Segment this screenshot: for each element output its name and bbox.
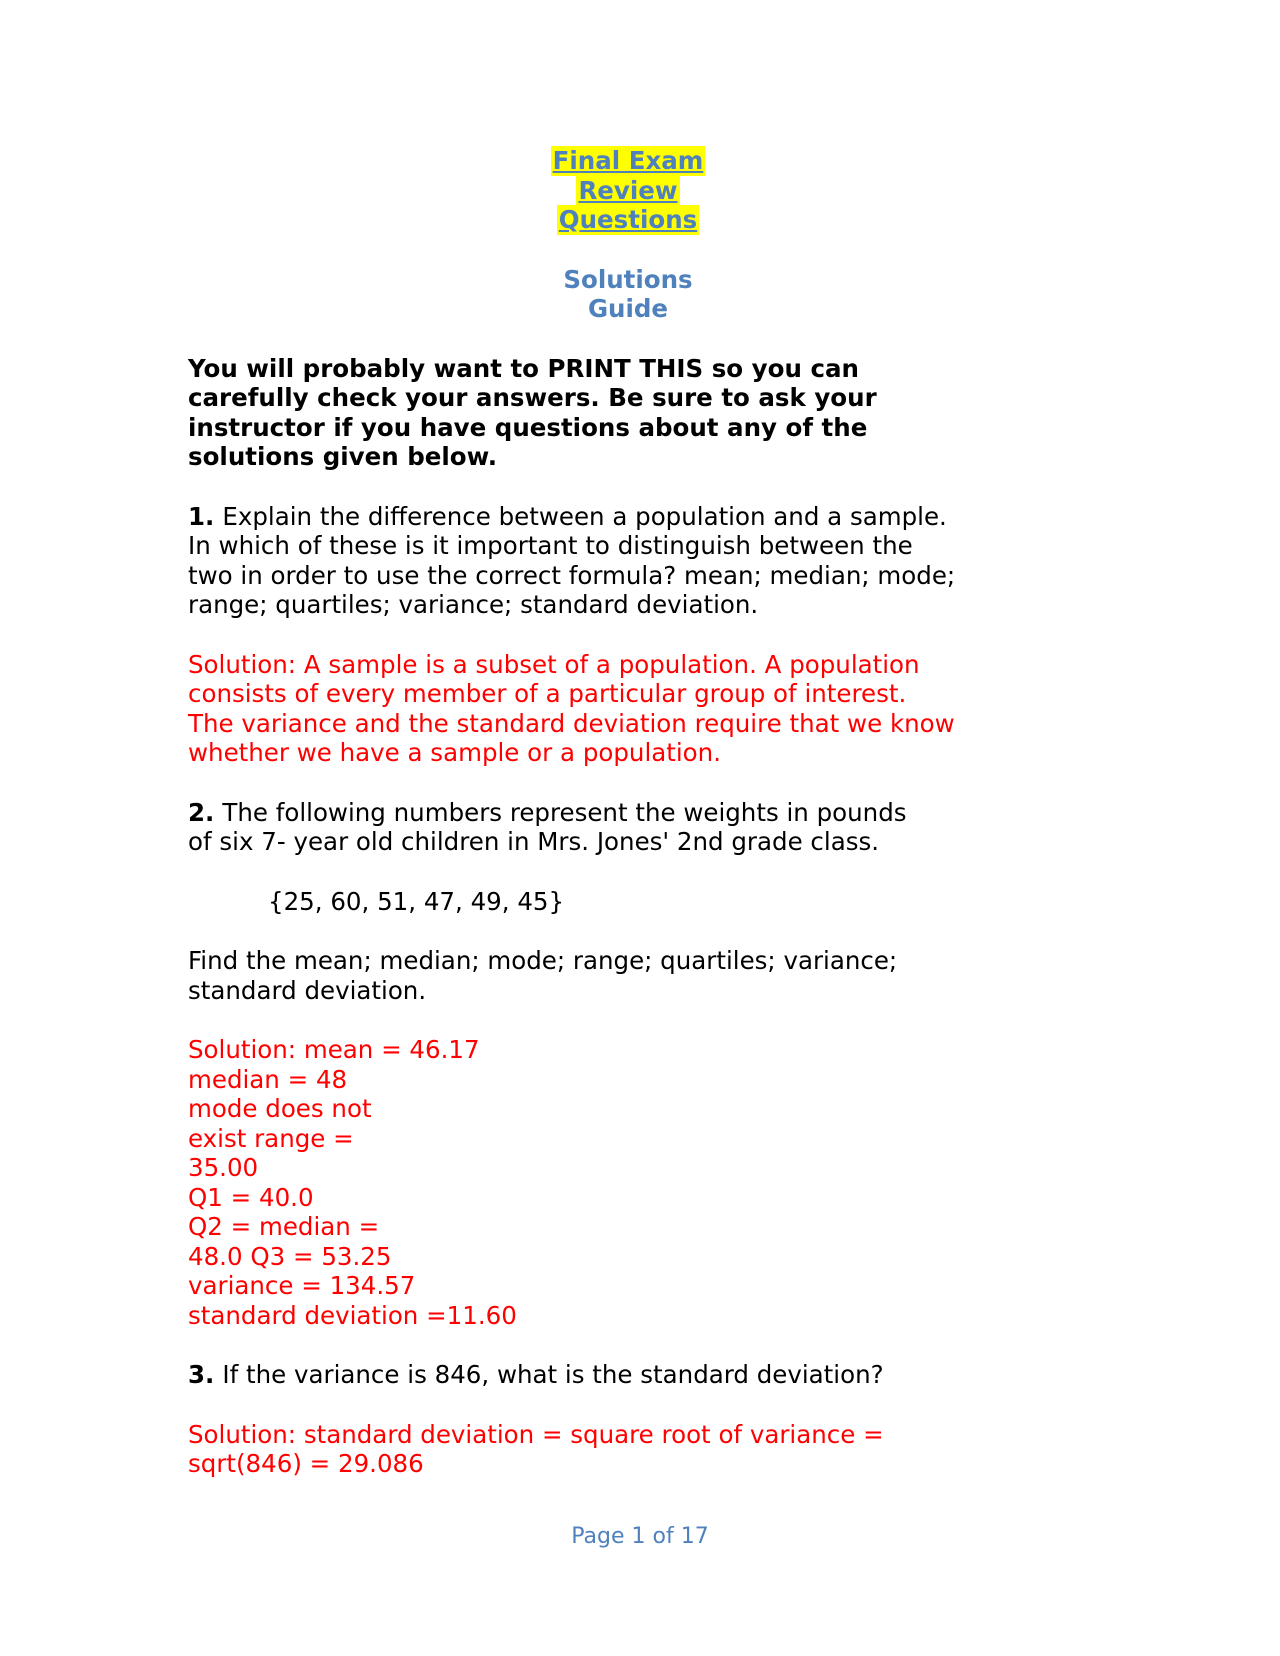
question-2-line bbox=[188, 798, 1068, 828]
question-text: The following numbers represent the weights in pounds bbox=[222, 797, 907, 827]
question-2 bbox=[188, 798, 1068, 857]
intro-instructions bbox=[188, 354, 1068, 472]
subtitle-line: Solutions bbox=[563, 264, 693, 294]
question-1-line bbox=[188, 502, 1068, 532]
page-footer bbox=[0, 1524, 1280, 1549]
solution-line: mode does not bbox=[188, 1094, 372, 1123]
solution-line: variance = 134.57 bbox=[188, 1271, 416, 1300]
question-2-task-line: Find the mean; median; mode; range; quartiles; variance; bbox=[188, 946, 898, 975]
subtitle-line: Guide bbox=[587, 294, 669, 323]
question-1-line: In which of these is it important to distinguish between the bbox=[188, 531, 913, 560]
question-number: 3. bbox=[188, 1360, 215, 1389]
page-content bbox=[188, 146, 1068, 1479]
solution-2 bbox=[188, 1035, 1068, 1330]
data-set: {25, 60, 51, 47, 49, 45} bbox=[268, 886, 565, 916]
solution-line: Solution: mean = 46.17 bbox=[188, 1035, 480, 1064]
title-line: Questions bbox=[558, 205, 698, 234]
solution-line: sqrt(846) = 29.086 bbox=[188, 1449, 424, 1478]
solution-line: standard deviation =11.60 bbox=[188, 1300, 517, 1330]
title-line: Final Exam bbox=[552, 146, 704, 175]
question-2-line: of six 7- year old children in Mrs. Jones' 2nd grade class. bbox=[188, 827, 880, 856]
solution-line: 48.0 Q3 = 53.25 bbox=[188, 1241, 392, 1271]
solution-line: The variance and the standard deviation require that we know bbox=[188, 708, 955, 738]
question-3 bbox=[188, 1360, 1068, 1390]
question-2-task-line: standard deviation. bbox=[188, 975, 427, 1005]
document-title bbox=[188, 146, 1068, 235]
solution-line: consists of every member of a particular group of interest. bbox=[188, 679, 907, 708]
question-1-line: two in order to use the correct formula? mean; median; mode; bbox=[188, 560, 956, 590]
question-text: Explain the difference between a population and a sample. bbox=[222, 501, 947, 531]
document-subtitle bbox=[188, 265, 1068, 324]
intro-line: instructor if you have questions about any of the bbox=[188, 412, 868, 442]
solution-1 bbox=[188, 650, 1068, 768]
solution-line: 35.00 bbox=[188, 1153, 259, 1182]
solution-3 bbox=[188, 1420, 1068, 1479]
question-1-line: range; quartiles; variance; standard deviation. bbox=[188, 590, 759, 619]
solution-line: whether we have a sample or a population. bbox=[188, 738, 721, 767]
intro-line: solutions given below. bbox=[188, 442, 498, 471]
solution-line: exist range = bbox=[188, 1123, 354, 1153]
solution-line: Solution: A sample is a subset of a population. A population bbox=[188, 649, 920, 679]
page-number: Page 1 of 17 bbox=[571, 1524, 709, 1549]
solution-line: median = 48 bbox=[188, 1064, 348, 1094]
question-2-task bbox=[188, 946, 1068, 1005]
question-1 bbox=[188, 502, 1068, 620]
solution-line: Q1 = 40.0 bbox=[188, 1182, 314, 1212]
question-text: If the variance is 846, what is the standard deviation? bbox=[222, 1360, 884, 1389]
solution-line: Solution: standard deviation = square root of variance = bbox=[188, 1419, 884, 1449]
solution-line: Q2 = median = bbox=[188, 1212, 380, 1241]
question-number: 1. bbox=[188, 501, 215, 531]
intro-line: You will probably want to PRINT THIS so you can bbox=[188, 353, 859, 383]
question-3-line bbox=[188, 1360, 1068, 1390]
question-number: 2. bbox=[188, 797, 215, 827]
intro-line: carefully check your answers. Be sure to ask your bbox=[188, 383, 877, 412]
title-line: Review bbox=[578, 175, 678, 205]
